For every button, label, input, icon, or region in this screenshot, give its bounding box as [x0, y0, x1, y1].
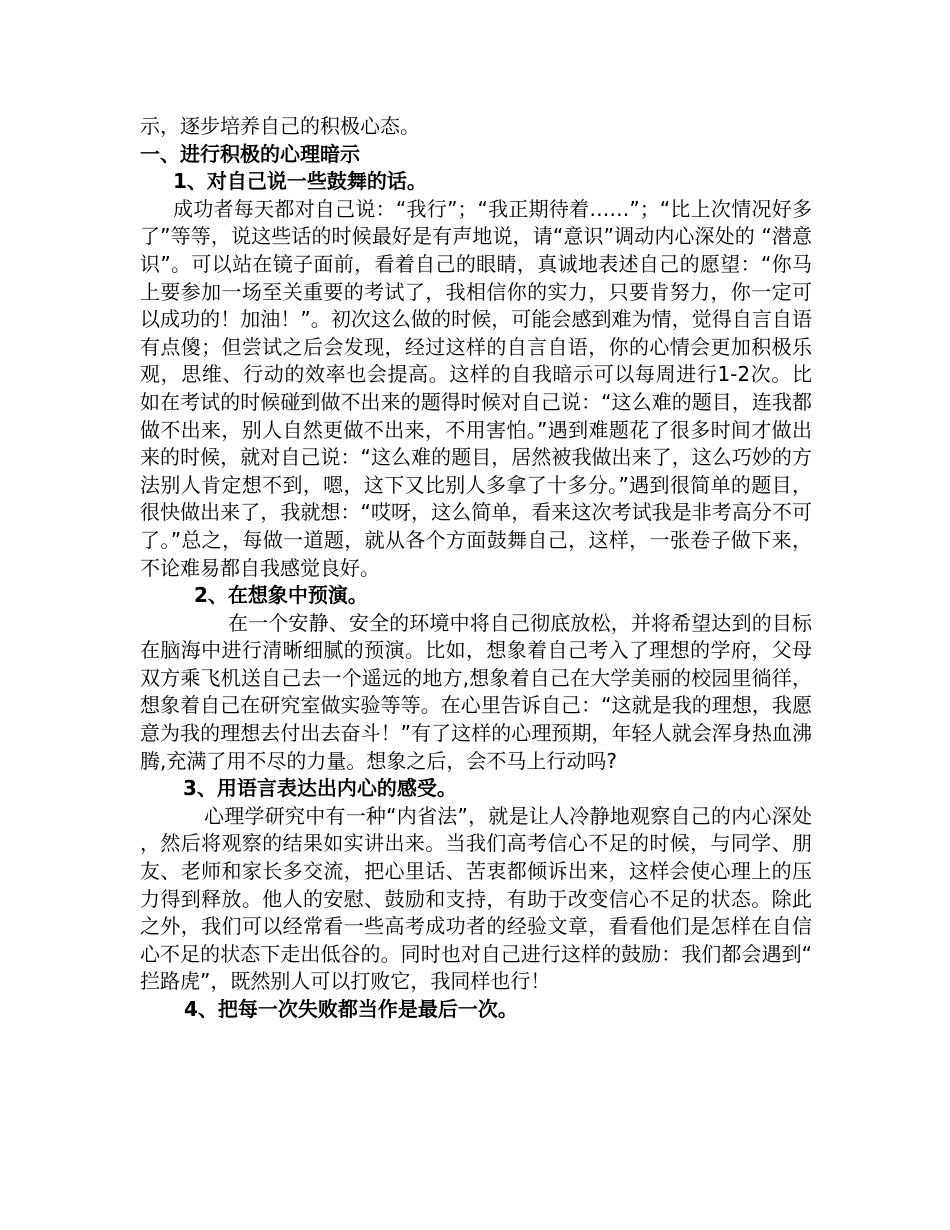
item-3-heading: 3、用语言表达出内心的感受。 — [183, 776, 457, 801]
item-3-body: 心理学研究中有一种“内省法”，就是让人冷静地观察自己的内心深处，然后将观察的结果如实讲出来。当我们高考信心不足的时候，与同学、朋友、老师和家长多交流，把心里话、苦衷都倾诉出来，这样会使心理上的压力得到释放。他人的安慰、鼓励和支持，有助于改变信心不足的状态。除此之外，我们可以经常看一些高考成功者的经验文章，看看他们是怎样在自信心不足的状态下走出低谷的。同时也对自己进行这样的鼓励：我们都会遇到“拦路虎”，既然别人可以打败它，我同样也行！ — [140, 803, 812, 994]
item-1-heading: 1、对自己说一些鼓舞的话。 — [173, 169, 427, 194]
item-2-body: 在一个安静、安全的环境中将自己彻底放松，并将希望达到的目标在脑海中进行清晰细腻的预演。比如，想象着自己考入了理想的学府，父母双方乘飞机送自己去一个遥远的地方,想象着自己在大学美丽的校园里徜徉，想象着自己在研究室做实验等等。在心里告诉自己：“这就是我的理想，我愿意为我的理想去付出去奋斗！”有了这样的心理预期，年轻人就会浑身热血沸腾,充满了用不尽的力量。想象之后，会不马上行动吗? — [140, 610, 812, 773]
item-1-body: 成功者每天都对自己说：“我行”；“我正期待着……”；“比上次情况好多了”等等，说这些话的时候最好是有声地说，请“意识”调动内心深处的 “潜意识”。可以站在镜子面前，看着自己的眼睛，真诚地表述自己的愿望：“你马上要参加一场至关重要的考试了，我相信你的实力，只要肯努力，你一定可以成功的！加油！”。初次这么做的时候，可能会感到难为情，觉得自言自语有点傻；但尝试之后会发现，经过这样的自言自语，你的心情会更加积极乐观，思维、行动的效率也会提高。这样的自我暗示可以每周进行1-2次。比如在考试的时候碰到做不出来的题得时候对自己说：“这么难的题目，连我都做不出来，别人自然更做不出来，不用害怕。”遇到难题花了很多时间才做出来的时候，就对自己说：“这么难的题目，居然被我做出来了，这么巧妙的方法别人肯定想不到，嗯，这下又比别人多拿了十多分。”遇到很简单的题目，很快做出来了，我就想：“哎呀，这么简单，看来这次考试我是非考高分不可了。”总之，每做一道题，就从各个方面鼓舞自己，这样，一张卷子做下来，不论难易都自我感觉良好。 — [140, 196, 812, 580]
item-4-heading: 4、把每一次失败都当作是最后一次。 — [184, 997, 518, 1021]
section-heading: 一、进行积极的心理暗示 — [140, 141, 360, 166]
item-2-heading: 2、在想象中预演。 — [194, 583, 368, 608]
document-body — [140, 113, 812, 1024]
intro-line: 示，逐步培养自己的积极心态。 — [140, 114, 420, 138]
